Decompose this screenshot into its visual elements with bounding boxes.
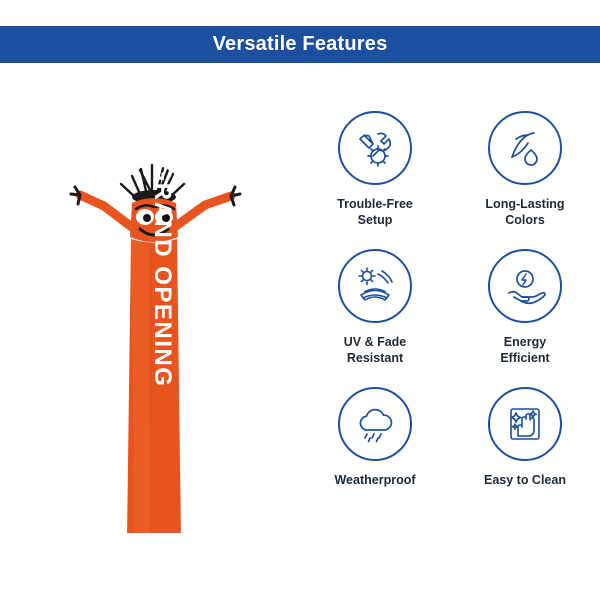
feature-label-line1: UV & Fade bbox=[343, 335, 407, 349]
svg-text:GRAND OPENING: GRAND OPENING bbox=[149, 162, 176, 388]
air-dancer-illustration bbox=[0, 63, 300, 533]
feature-label bbox=[344, 334, 407, 366]
hand-energy-icon bbox=[504, 265, 546, 307]
sparkle-wipe-icon bbox=[504, 403, 546, 445]
feature-label-line1: Energy bbox=[503, 335, 547, 349]
feature-label bbox=[500, 334, 549, 366]
feature-label bbox=[485, 196, 564, 228]
feature-label-line1: Trouble-Free bbox=[337, 197, 413, 211]
feature-label bbox=[337, 196, 413, 228]
page-title: Versatile Features bbox=[212, 33, 388, 55]
feature-label-line2: Resistant bbox=[346, 351, 404, 365]
feature-weatherproof bbox=[300, 387, 450, 525]
feature-uv-fade-resistant bbox=[300, 249, 450, 387]
feature-label bbox=[334, 472, 415, 488]
feature-label-line1: Easy to Clean bbox=[484, 473, 566, 487]
feature-label-line2: Colors bbox=[505, 213, 545, 227]
feature-icon-circle bbox=[338, 387, 412, 461]
feature-icon-circle bbox=[488, 249, 562, 323]
rain-cloud-icon bbox=[354, 403, 396, 445]
feature-easy-to-clean bbox=[450, 387, 600, 525]
wrench-gear-icon bbox=[354, 127, 396, 169]
feature-long-lasting-colors bbox=[450, 111, 600, 249]
header-banner bbox=[0, 26, 600, 63]
feature-icon-circle bbox=[488, 387, 562, 461]
feature-label-line2: Setup bbox=[357, 213, 393, 227]
features-grid bbox=[300, 63, 600, 600]
sun-fabric-icon bbox=[354, 265, 396, 307]
feature-label-line1: Weatherproof bbox=[334, 473, 416, 487]
feature-trouble-free-setup bbox=[300, 111, 450, 249]
product-image-pane bbox=[0, 63, 300, 600]
feature-icon-circle bbox=[338, 111, 412, 185]
feature-label bbox=[484, 472, 566, 488]
color-drop-icon bbox=[504, 127, 546, 169]
feature-label-line2: Efficient bbox=[500, 351, 550, 365]
feature-energy-efficient bbox=[450, 249, 600, 387]
feature-icon-circle bbox=[338, 249, 412, 323]
content-area bbox=[0, 63, 600, 600]
feature-label-line1: Long-Lasting bbox=[485, 197, 565, 211]
feature-icon-circle bbox=[488, 111, 562, 185]
